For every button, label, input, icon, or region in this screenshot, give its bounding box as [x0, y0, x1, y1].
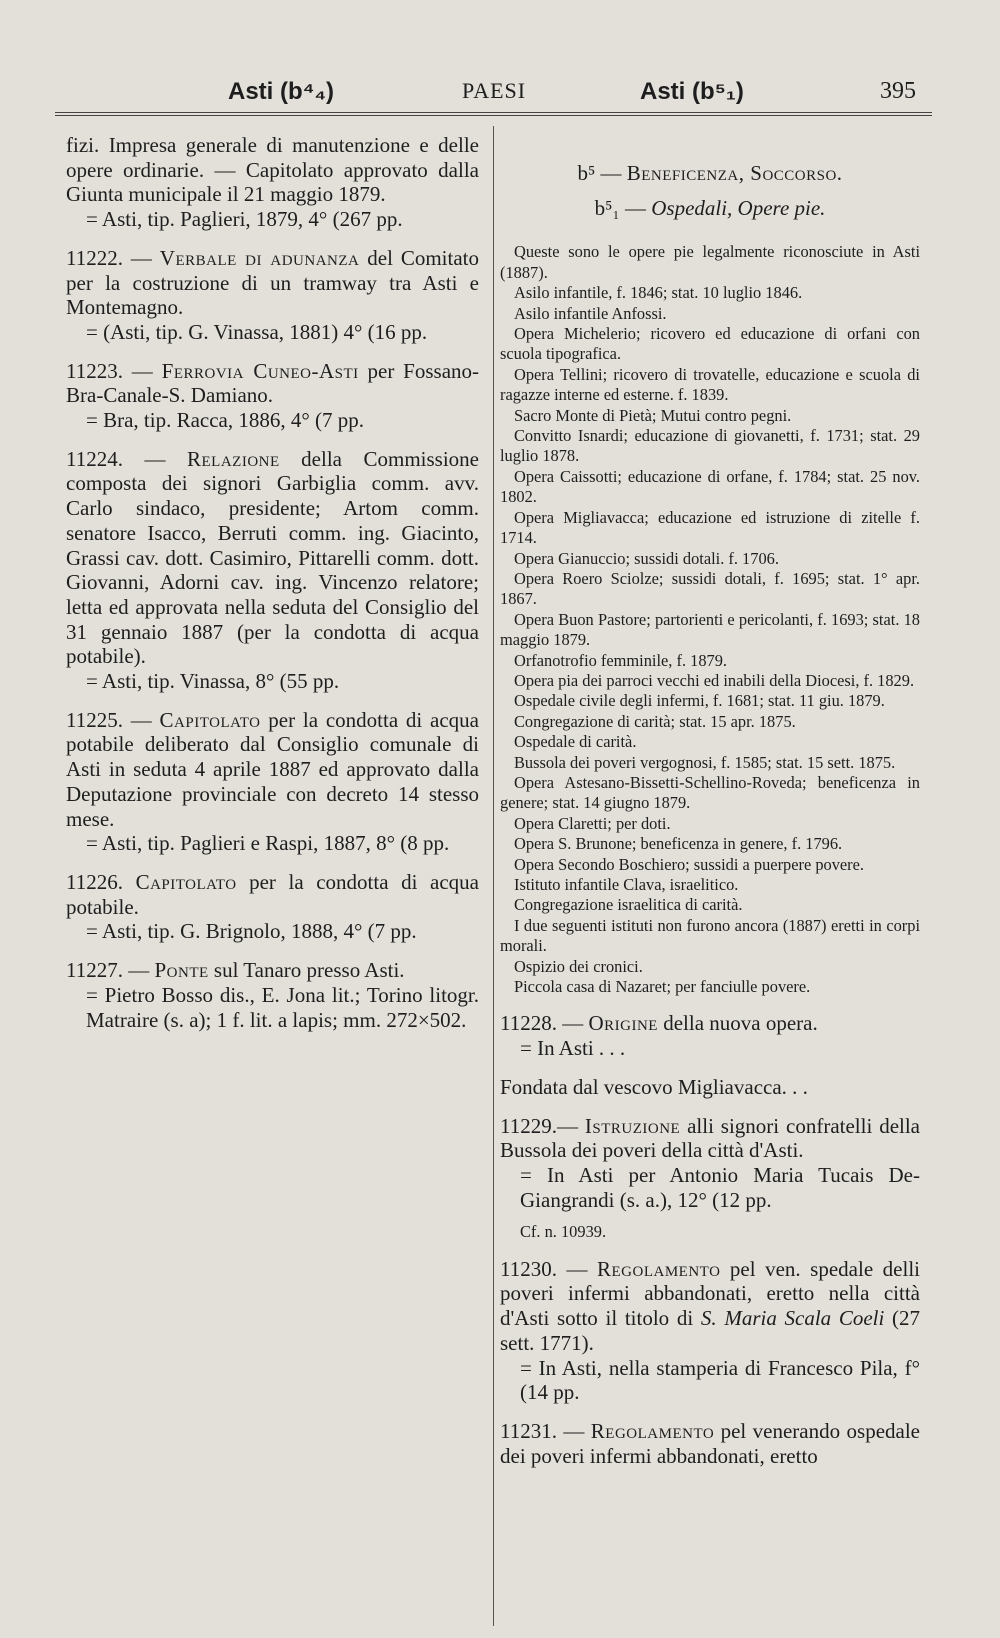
subsection-prefix: b⁵₁ —	[594, 195, 646, 220]
entry-keyword: Origine	[588, 1011, 658, 1036]
entry-text: pel ven. spedale delli poveri infermi abbandonati, eretto nella città d'Asti sotto il titolo di	[500, 1256, 920, 1331]
list-item: Opera Migliavacca; educazione ed istruzione di zitelle f. 1714.	[500, 507, 920, 548]
list-item: Istituto infantile Clava, israelitico.	[514, 875, 739, 894]
section-prefix: b⁵ —	[577, 161, 622, 185]
list-item: Piccola casa di Nazaret; per fanciulle povere.	[514, 977, 811, 997]
page-header	[50, 70, 930, 110]
entry-text: alli signori confratelli della Bussola dei poveri della città d'Asti.	[500, 1113, 921, 1163]
entry-keyword: Istruzione	[584, 1113, 681, 1138]
list-item: Opera Caissotti; educazione di orfane, f. 1784; stat. 25 nov. 1802.	[500, 466, 920, 507]
header-rule-bottom	[55, 115, 932, 116]
entry-11225	[66, 708, 479, 856]
entry-keyword: Verbale di adunanza	[159, 245, 360, 270]
entry-imprint: = (Asti, tip. G. Vinassa, 1881) 4° (16 pp.	[86, 319, 428, 344]
header-rule-top	[55, 112, 932, 113]
list-item: Opera Tellini; ricovero di trovatelle, educazione e scuola di ragazze interne ed esterne. f. 1839.	[500, 364, 920, 405]
entry-imprint: = In Asti per Antonio Maria Tucais De-Giangrandi (s. a.), 12° (12 pp.	[520, 1162, 920, 1212]
entry-keyword: Ferrovia Cuneo-Asti	[161, 358, 359, 383]
list-item: Opera pia dei parroci vecchi ed inabili della Diocesi, f. 1829.	[514, 670, 915, 690]
header-center: PAESI	[462, 78, 527, 103]
list-item: Orfanotrofio femminile, f. 1879.	[514, 650, 728, 670]
entry-11226	[66, 870, 479, 944]
entry-imprint: = Bra, tip. Racca, 1886, 4° (7 pp.	[86, 408, 365, 433]
list-item: Congregazione di carità; stat. 15 apr. 1875.	[514, 711, 796, 731]
entry-keyword: Capitolato	[135, 869, 237, 894]
entry-number: 11224. —	[66, 446, 166, 471]
list-item: Bussola dei poveri vergognosi, f. 1585; stat. 15 sett. 1875.	[514, 752, 896, 772]
entry-number: 11231. —	[500, 1418, 585, 1443]
list-item: Congregazione israelitica di carità.	[514, 895, 743, 915]
entry-imprint: = Pietro Bosso dis., E. Jona lit.; Torino litogr. Matraire (s. a); 1 f. lit. a lapis; mm. 272×502.	[86, 982, 479, 1032]
list-item: Opera Claretti; per doti.	[514, 813, 671, 833]
entry-text: del Comitato per la costruzione di un tramway tra Asti e Montemagno.	[66, 245, 480, 320]
entry-keyword: Regolamento	[590, 1418, 715, 1443]
subsection-name: Ospedali, Opere pie.	[651, 195, 826, 220]
entry-number: 11228. —	[500, 1011, 584, 1036]
entry-text-end: (27 sett. 1771).	[500, 1306, 921, 1355]
entry-imprint: = Asti, tip. G. Brignolo, 1888, 4° (7 pp.	[86, 919, 417, 944]
list-item: Opera Buon Pastore; partorienti e pericolanti, f. 1693; stat. 18 maggio 1879.	[500, 609, 920, 650]
list-item: Queste sono le opere pie legalmente riconosciute in Asti (1887).	[500, 242, 920, 282]
list-item: Ospizio dei cronici.	[514, 956, 643, 976]
list-item: Ospedale di carità.	[514, 732, 637, 752]
list-item: Asilo infantile, f. 1846; stat. 10 luglio 1846.	[514, 283, 803, 303]
entry-imprint: = Asti, tip. Paglieri, 1879, 4° (267 pp.	[86, 207, 403, 232]
entry-number: 11223. —	[66, 358, 153, 383]
list-item: Sacro Monte di Pietà; Mutui contro pegni.	[514, 405, 792, 425]
entry-imprint: = Asti, tip. Paglieri e Raspi, 1887, 8° (8 pp.	[86, 831, 450, 856]
section-name: Beneficenza, Soccorso.	[626, 161, 843, 185]
left-column	[66, 133, 479, 1046]
entry-text: fizi. Impresa generale di manutenzione e delle opere ordinarie. — Capitolato approvato dalla Giunta municipale il 21 maggio 1879.	[66, 133, 479, 207]
entry-number: 11226.	[66, 869, 123, 894]
entry-number: 11230. —	[500, 1256, 588, 1281]
entry-imprint: = Asti, tip. Vinassa, 8° (55 pp.	[86, 669, 340, 694]
entry-11224	[66, 447, 479, 694]
entry-11229	[500, 1114, 920, 1213]
entry-text: della nuova opera.	[663, 1011, 818, 1036]
list-item: Asilo infantile Anfossi.	[514, 303, 667, 323]
entry-text: per Fossano-Bra-Canale-S. Damiano.	[66, 358, 480, 408]
list-item: Opera Secondo Boschiero; sussidi a puerpere povere.	[514, 854, 865, 874]
list-item: I due seguenti istituti non furono ancora (1887) eretti in corpi morali.	[500, 915, 920, 956]
entry-note: Fondata dal vescovo Migliavacca. . .	[500, 1074, 808, 1099]
entry-continuation	[66, 133, 479, 232]
list-item: Opera Gianuccio; sussidi dotali. f. 1706.	[514, 548, 779, 568]
entry-text: della Commissione composta dei signori Garbiglia comm. avv. Carlo sindaco, presidente; Artom comm. senatore Isacco, Berruti comm. ing. Giacinto, Grassi cav. dott. Casimiro, Pittarelli comm. dott. Giovanni, Adorni cav. ing. Vincenzo relatore; letta ed approvata nella seduta del Consiglio del 31 gennaio 1887 (per la condotta di acqua potabile).	[66, 446, 480, 669]
list-item: Opera Michelerio; ricovero ed educazione di orfani con scuola tipografica.	[500, 324, 920, 364]
entry-keyword: Ponte	[154, 958, 209, 983]
list-item: Opera Astesano-Bissetti-Schellino-Roveda; beneficenza in genere; stat. 14 giugno 1879.	[500, 772, 920, 813]
entry-11228	[500, 1011, 920, 1060]
page-number: 395	[880, 78, 916, 104]
entry-11227	[66, 958, 479, 1032]
entry-keyword: Relazione	[187, 446, 280, 471]
entry-number: 11229.—	[500, 1113, 578, 1138]
entry-text: pel venerando ospedale dei poveri infermi abbandonati, eretto	[500, 1418, 920, 1468]
entry-text: sul Tanaro presso Asti.	[213, 958, 405, 983]
entry-text: per la condotta di acqua potabile.	[66, 869, 479, 919]
entry-note: Cf. n. 10939.	[520, 1222, 607, 1242]
list-item: Opera Roero Sciolze; sussidi dotali, f. 1695; stat. 1° apr. 1867.	[500, 568, 920, 609]
entry-imprint: = In Asti . . .	[520, 1036, 626, 1061]
entry-keyword: Capitolato	[159, 707, 261, 732]
entry-number: 11227. —	[66, 958, 150, 983]
entry-keyword: Regolamento	[597, 1256, 721, 1281]
entry-imprint: = In Asti, nella stamperia di Francesco Pila, f° (14 pp.	[520, 1355, 920, 1405]
entry-11222	[66, 246, 479, 345]
subsection-title	[500, 196, 920, 221]
list-item: Ospedale civile degli infermi, f. 1681; stat. 11 giu. 1879.	[514, 691, 885, 711]
entry-number: 11222. —	[66, 245, 152, 270]
list-item: Convitto Isnardi; educazione di giovanetti, f. 1731; stat. 29 luglio 1878.	[500, 426, 920, 466]
entry-italic-title: S. Maria Scala Coeli	[700, 1306, 885, 1331]
column-divider	[493, 126, 494, 1626]
header-right: Asti (b⁵₁)	[640, 78, 744, 105]
list-item: Opera S. Brunone; beneficenza in genere, f. 1796.	[514, 834, 843, 854]
entry-11230	[500, 1257, 920, 1405]
section-title	[500, 161, 920, 186]
header-left: Asti (b⁴₄)	[228, 78, 334, 105]
entry-text: per la condotta di acqua potabile deliberato dal Consiglio comunale di Asti in seduta 4 aprile 1887 ed approvato dalla Deputazione provinciale con decreto 14 stesso mese.	[66, 707, 479, 831]
entry-11223	[66, 359, 479, 433]
entry-number: 11225. —	[66, 707, 152, 732]
institutions-list	[500, 242, 920, 997]
right-column	[500, 133, 920, 1482]
entry-11231	[500, 1419, 920, 1468]
